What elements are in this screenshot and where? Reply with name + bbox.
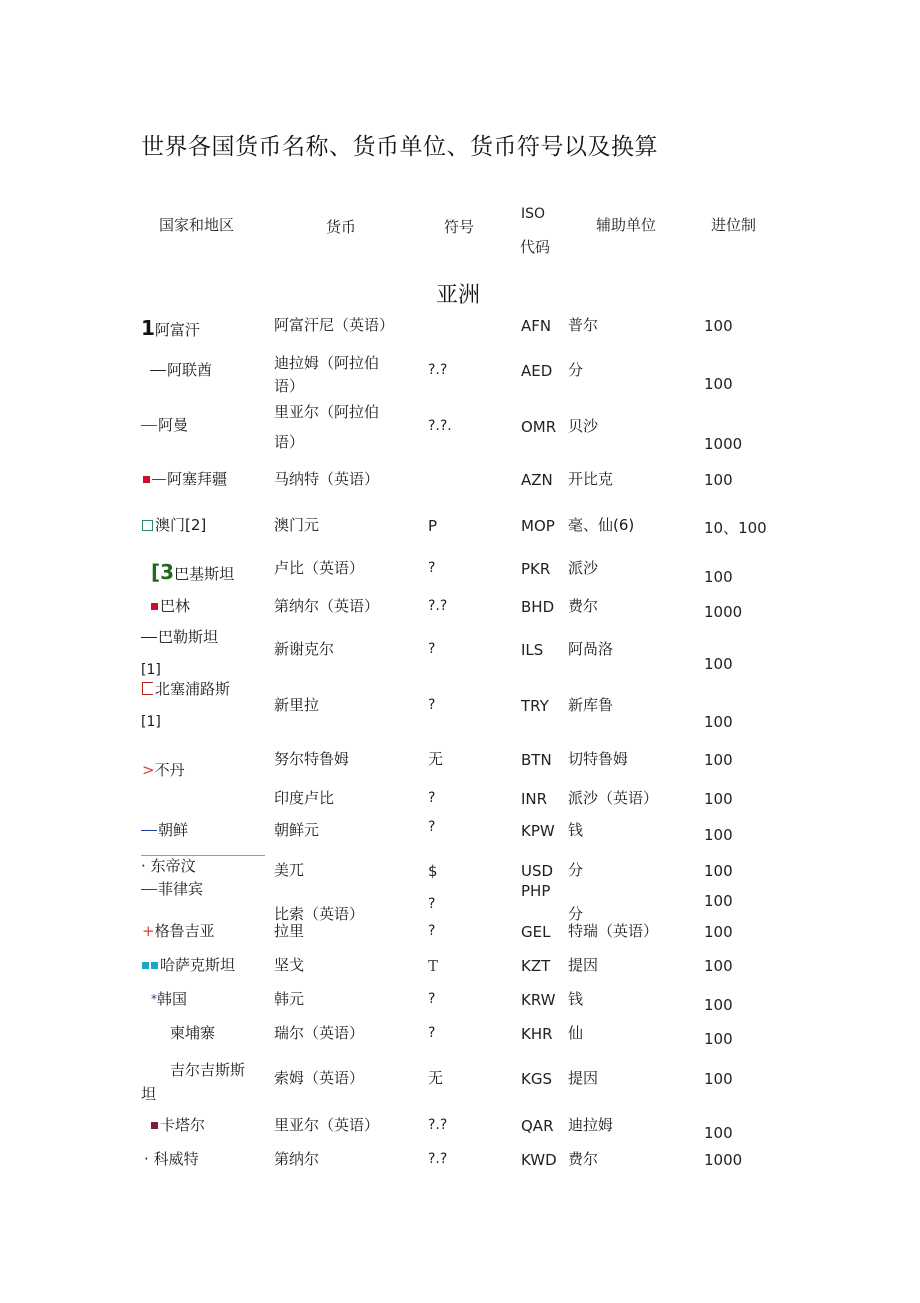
currency-cell-clipped: 比索（英语） xyxy=(274,905,365,923)
ratio-cell: 100 xyxy=(704,892,733,910)
iso-cell: AFN xyxy=(521,317,552,335)
iso-cell: KHR xyxy=(521,1025,553,1043)
subunit-cell: 毫、仙(6) xyxy=(568,516,635,534)
ratio-cell: 1000 xyxy=(704,435,743,453)
header-symbol: 符号 xyxy=(444,218,475,236)
ratio-cell: 100 xyxy=(704,790,733,808)
country-cell-line1: 吉尔吉斯斯 xyxy=(170,1061,246,1079)
header-iso-line1: ISO xyxy=(521,206,546,222)
asterisk-marker: * xyxy=(151,992,157,1006)
symbol-cell: ? xyxy=(428,819,436,835)
subunit-cell-clipped: 分 xyxy=(568,905,584,923)
country-cell: [3巴基斯坦 xyxy=(151,560,235,584)
subunit-cell: 提因 xyxy=(568,1069,599,1087)
currency-cell: 新里拉 xyxy=(274,696,320,714)
dash-marker xyxy=(141,425,157,426)
symbol-cell: P xyxy=(428,517,438,535)
subunit-cell: 贝沙 xyxy=(568,417,599,435)
subunit-cell: 开比克 xyxy=(568,470,614,488)
ratio-cell: 100 xyxy=(704,375,733,393)
subunit-cell: 新库鲁 xyxy=(568,696,614,714)
symbol-cell: ?.?. xyxy=(428,418,452,434)
country-cell: >不丹 xyxy=(142,761,185,779)
subunit-cell: 提因 xyxy=(568,956,599,974)
currency-cell: 坚戈 xyxy=(274,956,305,974)
iso-cell: BTN xyxy=(521,751,552,769)
country-cell: 澳门[2] xyxy=(142,511,206,539)
red-square-marker xyxy=(143,476,150,483)
country-cell: *韩国 xyxy=(151,990,188,1008)
currency-cell: 印度卢比 xyxy=(274,789,335,807)
maroon-square-marker xyxy=(151,1122,158,1129)
currency-cell: 阿富汗尼（英语） xyxy=(274,316,395,334)
symbol-cell: ? xyxy=(428,790,436,806)
symbol-cell: $ xyxy=(428,862,438,880)
page-title: 世界各国货币名称、货币单位、货币符号以及换算 xyxy=(141,134,658,160)
symbol-cell: ? xyxy=(428,560,436,576)
country-cell: 阿塞拜疆 xyxy=(143,465,227,493)
currency-cell: 努尔特鲁姆 xyxy=(274,750,350,768)
symbol-cell: ? xyxy=(428,641,436,657)
ratio-cell: 100 xyxy=(704,1030,733,1048)
red-bracket-marker xyxy=(142,682,153,695)
currency-cell: 瑞尔（英语） xyxy=(274,1024,365,1042)
country-cell: 卡塔尔 xyxy=(151,1111,205,1139)
iso-cell: KPW xyxy=(521,822,555,840)
country-cell: +格鲁吉亚 xyxy=(142,922,215,940)
dot-marker: · xyxy=(144,1150,149,1168)
currency-cell: 里亚尔（英语） xyxy=(274,1116,380,1134)
currency-cell: 韩元 xyxy=(274,990,305,1008)
country-footnote: [1] xyxy=(141,714,161,730)
subunit-cell: 费尔 xyxy=(568,597,599,615)
header-iso-line2: 代码 xyxy=(520,238,551,256)
country-cell: 朝鲜 xyxy=(141,816,188,844)
dash-marker xyxy=(152,479,166,480)
row-marker: [3 xyxy=(151,560,175,584)
symbol-cell: ? xyxy=(428,1025,436,1041)
currency-cell: 第纳尔（英语） xyxy=(274,597,380,615)
dash-marker xyxy=(141,889,157,890)
iso-cell: KWD xyxy=(521,1151,557,1169)
dash-marker xyxy=(141,830,157,831)
symbol-cell: ?.? xyxy=(428,598,448,614)
iso-cell: KRW xyxy=(521,991,556,1009)
subunit-cell: 仙 xyxy=(568,1024,584,1042)
divider-line xyxy=(141,855,265,856)
country-cell-line2: 坦 xyxy=(141,1085,157,1103)
teal-square-marker xyxy=(142,962,149,969)
ratio-cell: 100 xyxy=(704,713,733,731)
subunit-cell: 切特鲁姆 xyxy=(568,750,629,768)
iso-cell: BHD xyxy=(521,598,555,616)
country-cell: 柬埔寨 xyxy=(170,1024,216,1042)
ratio-cell: 100 xyxy=(704,923,733,941)
symbol-cell: 无 xyxy=(428,750,444,768)
currency-cell-line2: 语） xyxy=(274,433,305,451)
ratio-cell: 100 xyxy=(704,751,733,769)
iso-cell: ILS xyxy=(521,641,544,659)
currency-cell: 新谢克尔 xyxy=(274,640,335,658)
country-cell-clipped: · 东帝汶 xyxy=(141,857,196,875)
symbol-cell: ? xyxy=(428,923,436,939)
symbol-cell: 无 xyxy=(428,1069,444,1087)
subunit-cell: 费尔 xyxy=(568,1150,599,1168)
plus-marker: + xyxy=(142,922,155,940)
country-footnote: [1] xyxy=(141,662,161,678)
subunit-cell: 钱 xyxy=(568,821,584,839)
currency-cell: 澳门元 xyxy=(274,516,320,534)
ratio-cell: 100 xyxy=(704,471,733,489)
iso-cell: TRY xyxy=(521,697,549,715)
ratio-cell-clipped: 100 xyxy=(704,862,733,880)
currency-cell: 卢比（英语） xyxy=(274,559,365,577)
subunit-cell: 分 xyxy=(568,361,584,379)
iso-cell: AED xyxy=(521,362,553,380)
country-cell: 阿联酋 xyxy=(150,356,212,384)
country-cell: 巴林 xyxy=(151,592,190,620)
iso-cell: GEL xyxy=(521,923,551,941)
currency-cell: 索姆（英语） xyxy=(274,1069,365,1087)
subunit-cell: 派沙 xyxy=(568,559,599,577)
subunit-cell: 钱 xyxy=(568,990,584,1008)
iso-cell: OMR xyxy=(521,418,557,436)
country-cell: · 科威特 xyxy=(144,1150,199,1168)
row-marker: 1 xyxy=(141,316,155,340)
ratio-cell: 100 xyxy=(704,1070,733,1088)
iso-cell: MOP xyxy=(521,517,555,535)
subunit-cell: 特瑞（英语） xyxy=(568,922,659,940)
ratio-cell: 100 xyxy=(704,826,733,844)
ratio-cell: 100 xyxy=(704,317,733,335)
currency-cell: 美兀 xyxy=(274,861,305,879)
dash-marker xyxy=(150,370,166,371)
ratio-cell: 100 xyxy=(704,1124,733,1142)
symbol-cell: ?.? xyxy=(428,1151,448,1167)
country-cell: 阿曼 xyxy=(141,411,188,439)
iso-cell: INR xyxy=(521,790,548,808)
header-country: 国家和地区 xyxy=(159,216,235,234)
iso-cell: KGS xyxy=(521,1070,552,1088)
red-square-marker xyxy=(151,603,158,610)
ratio-cell: 100 xyxy=(704,996,733,1014)
ratio-cell: 100 xyxy=(704,957,733,975)
symbol-cell: ?.? xyxy=(428,1117,448,1133)
currency-cell-line1: 迪拉姆（阿拉伯 xyxy=(274,354,380,372)
currency-cell: 朝鲜元 xyxy=(274,821,320,839)
ratio-cell: 100 xyxy=(704,568,733,586)
iso-cell-clipped: USD xyxy=(521,862,554,880)
country-cell: 1阿富汗 xyxy=(141,316,200,340)
country-cell: 菲律宾 xyxy=(141,875,203,903)
country-cell: 哈萨克斯坦 xyxy=(142,951,235,979)
teal-box-marker xyxy=(142,520,153,531)
ratio-cell: 100 xyxy=(704,655,733,673)
iso-cell: PKR xyxy=(521,560,551,578)
subunit-cell: 迪拉姆 xyxy=(568,1116,614,1134)
iso-cell: KZT xyxy=(521,957,551,975)
symbol-cell: ? xyxy=(428,896,436,912)
teal-square-marker xyxy=(151,962,158,969)
ratio-cell: 1000 xyxy=(704,1151,743,1169)
header-ratio: 进位制 xyxy=(711,216,757,234)
symbol-cell: ? xyxy=(428,697,436,713)
currency-cell: 马纳特（英语） xyxy=(274,470,380,488)
currency-cell: 第纳尔 xyxy=(274,1150,320,1168)
country-cell: 北塞浦路斯 xyxy=(142,675,230,703)
currency-cell-line1: 里亚尔（阿拉伯 xyxy=(274,403,380,421)
symbol-cell: ?.? xyxy=(428,362,448,378)
subunit-cell: 普尔 xyxy=(568,316,599,334)
header-currency: 货币 xyxy=(326,218,357,236)
symbol-cell: ? xyxy=(428,991,436,1007)
symbol-cell: T xyxy=(428,957,439,975)
arrow-marker: > xyxy=(142,761,155,779)
dash-marker xyxy=(141,637,157,638)
ratio-cell: 1000 xyxy=(704,603,743,621)
ratio-cell: 10、100 xyxy=(704,519,767,537)
subunit-cell: 分 xyxy=(568,861,584,879)
subunit-cell: 阿咼洛 xyxy=(568,640,614,658)
currency-cell: 拉里 xyxy=(274,922,305,940)
iso-cell: PHP xyxy=(521,882,551,900)
header-subunit: 辅助单位 xyxy=(596,216,657,234)
iso-cell: QAR xyxy=(521,1117,554,1135)
section-heading-asia: 亚洲 xyxy=(436,283,481,308)
currency-cell-line2: 语） xyxy=(274,377,305,395)
iso-cell: AZN xyxy=(521,471,553,489)
country-cell: 巴勒斯坦 xyxy=(141,623,218,651)
subunit-cell: 派沙（英语） xyxy=(568,789,659,807)
